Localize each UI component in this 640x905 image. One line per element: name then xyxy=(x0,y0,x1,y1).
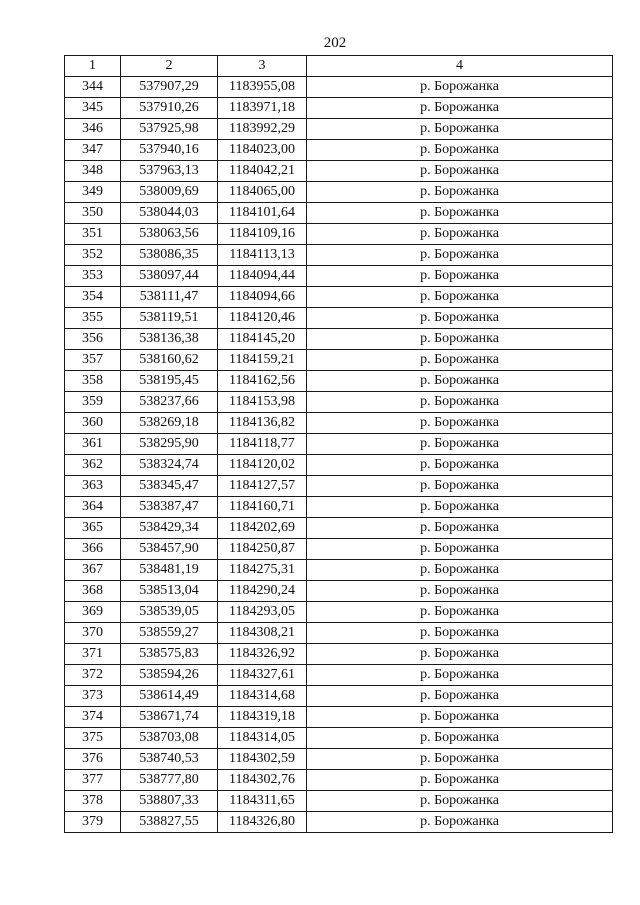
table-row xyxy=(65,224,613,245)
coordinate-y-cell: 1184160,71 xyxy=(218,497,307,518)
point-number-cell: 347 xyxy=(65,140,121,161)
coordinate-y-cell: 1184094,66 xyxy=(218,287,307,308)
object-name-cell: р. Борожанка xyxy=(307,77,613,98)
object-name-cell: р. Борожанка xyxy=(307,707,613,728)
coordinate-y-cell: 1184136,82 xyxy=(218,413,307,434)
coordinate-x-cell: 538324,74 xyxy=(121,455,218,476)
coordinate-y-cell: 1183971,18 xyxy=(218,98,307,119)
header-col-3: 3 xyxy=(218,56,307,77)
point-number-cell: 361 xyxy=(65,434,121,455)
point-number-cell: 357 xyxy=(65,350,121,371)
object-name-cell: р. Борожанка xyxy=(307,560,613,581)
point-number-cell: 354 xyxy=(65,287,121,308)
point-number-cell: 350 xyxy=(65,203,121,224)
table-row xyxy=(65,665,613,686)
coordinate-x-cell: 538160,62 xyxy=(121,350,218,371)
table-row xyxy=(65,497,613,518)
object-name-cell: р. Борожанка xyxy=(307,791,613,812)
coordinate-x-cell: 538429,34 xyxy=(121,518,218,539)
table-row xyxy=(65,476,613,497)
coordinates-table xyxy=(64,55,613,833)
coordinate-y-cell: 1184326,92 xyxy=(218,644,307,665)
point-number-cell: 367 xyxy=(65,560,121,581)
coordinate-x-cell: 538777,80 xyxy=(121,770,218,791)
table-row xyxy=(65,413,613,434)
table-row xyxy=(65,728,613,749)
object-name-cell: р. Борожанка xyxy=(307,665,613,686)
table-row xyxy=(65,623,613,644)
object-name-cell: р. Борожанка xyxy=(307,749,613,770)
table-row xyxy=(65,560,613,581)
header-col-2: 2 xyxy=(121,56,218,77)
object-name-cell: р. Борожанка xyxy=(307,329,613,350)
object-name-cell: р. Борожанка xyxy=(307,581,613,602)
coordinate-x-cell: 538136,38 xyxy=(121,329,218,350)
coordinate-y-cell: 1184314,68 xyxy=(218,686,307,707)
table-row xyxy=(65,602,613,623)
table-row xyxy=(65,182,613,203)
coordinate-x-cell: 537910,26 xyxy=(121,98,218,119)
coordinate-x-cell: 538539,05 xyxy=(121,602,218,623)
object-name-cell: р. Борожанка xyxy=(307,350,613,371)
table-row xyxy=(65,581,613,602)
point-number-cell: 362 xyxy=(65,455,121,476)
point-number-cell: 378 xyxy=(65,791,121,812)
object-name-cell: р. Борожанка xyxy=(307,140,613,161)
table-row xyxy=(65,770,613,791)
table-row xyxy=(65,707,613,728)
point-number-cell: 345 xyxy=(65,98,121,119)
coordinate-y-cell: 1184302,76 xyxy=(218,770,307,791)
object-name-cell: р. Борожанка xyxy=(307,623,613,644)
table-row xyxy=(65,77,613,98)
object-name-cell: р. Борожанка xyxy=(307,203,613,224)
point-number-cell: 377 xyxy=(65,770,121,791)
table-row xyxy=(65,203,613,224)
object-name-cell: р. Борожанка xyxy=(307,728,613,749)
coordinate-x-cell: 538044,03 xyxy=(121,203,218,224)
object-name-cell: р. Борожанка xyxy=(307,392,613,413)
coordinate-x-cell: 538703,08 xyxy=(121,728,218,749)
point-number-cell: 348 xyxy=(65,161,121,182)
coordinate-y-cell: 1184293,05 xyxy=(218,602,307,623)
point-number-cell: 372 xyxy=(65,665,121,686)
object-name-cell: р. Борожанка xyxy=(307,497,613,518)
coordinate-y-cell: 1184314,05 xyxy=(218,728,307,749)
coordinate-x-cell: 538345,47 xyxy=(121,476,218,497)
object-name-cell: р. Борожанка xyxy=(307,98,613,119)
coordinate-x-cell: 538086,35 xyxy=(121,245,218,266)
coordinate-y-cell: 1184109,16 xyxy=(218,224,307,245)
object-name-cell: р. Борожанка xyxy=(307,119,613,140)
object-name-cell: р. Борожанка xyxy=(307,455,613,476)
point-number-cell: 351 xyxy=(65,224,121,245)
coordinate-x-cell: 538807,33 xyxy=(121,791,218,812)
point-number-cell: 371 xyxy=(65,644,121,665)
table-row xyxy=(65,98,613,119)
table-row xyxy=(65,140,613,161)
coordinate-x-cell: 538575,83 xyxy=(121,644,218,665)
object-name-cell: р. Борожанка xyxy=(307,308,613,329)
coordinate-x-cell: 538457,90 xyxy=(121,539,218,560)
table-row xyxy=(65,392,613,413)
coordinate-y-cell: 1184042,21 xyxy=(218,161,307,182)
point-number-cell: 369 xyxy=(65,602,121,623)
coordinate-x-cell: 538111,47 xyxy=(121,287,218,308)
table-row xyxy=(65,371,613,392)
coordinate-x-cell: 538195,45 xyxy=(121,371,218,392)
coordinate-y-cell: 1184202,69 xyxy=(218,518,307,539)
coordinate-y-cell: 1184162,56 xyxy=(218,371,307,392)
coordinate-x-cell: 538594,26 xyxy=(121,665,218,686)
coordinate-y-cell: 1184311,65 xyxy=(218,791,307,812)
table-row xyxy=(65,791,613,812)
coordinate-x-cell: 538387,47 xyxy=(121,497,218,518)
coordinate-y-cell: 1184326,80 xyxy=(218,812,307,833)
coordinate-y-cell: 1184120,02 xyxy=(218,455,307,476)
point-number-cell: 360 xyxy=(65,413,121,434)
point-number-cell: 370 xyxy=(65,623,121,644)
coordinate-y-cell: 1184127,57 xyxy=(218,476,307,497)
table-row xyxy=(65,308,613,329)
coordinate-y-cell: 1184153,98 xyxy=(218,392,307,413)
page-number: 202 xyxy=(323,35,347,51)
point-number-cell: 352 xyxy=(65,245,121,266)
table-row xyxy=(65,455,613,476)
coordinate-x-cell: 537907,29 xyxy=(121,77,218,98)
table-row xyxy=(65,749,613,770)
point-number-cell: 359 xyxy=(65,392,121,413)
coordinate-x-cell: 538119,51 xyxy=(121,308,218,329)
table-row xyxy=(65,287,613,308)
coordinate-y-cell: 1184290,24 xyxy=(218,581,307,602)
object-name-cell: р. Борожанка xyxy=(307,686,613,707)
coordinate-y-cell: 1184327,61 xyxy=(218,665,307,686)
table-row xyxy=(65,350,613,371)
header-col-4: 4 xyxy=(307,56,613,77)
object-name-cell: р. Борожанка xyxy=(307,371,613,392)
point-number-cell: 364 xyxy=(65,497,121,518)
object-name-cell: р. Борожанка xyxy=(307,644,613,665)
coordinate-y-cell: 1184145,20 xyxy=(218,329,307,350)
object-name-cell: р. Борожанка xyxy=(307,539,613,560)
object-name-cell: р. Борожанка xyxy=(307,476,613,497)
point-number-cell: 344 xyxy=(65,77,121,98)
point-number-cell: 346 xyxy=(65,119,121,140)
coordinate-x-cell: 538237,66 xyxy=(121,392,218,413)
table-row xyxy=(65,644,613,665)
coordinate-x-cell: 538671,74 xyxy=(121,707,218,728)
coordinate-x-cell: 538097,44 xyxy=(121,266,218,287)
table-header-row xyxy=(65,56,613,77)
table-row xyxy=(65,266,613,287)
table-row xyxy=(65,434,613,455)
point-number-cell: 368 xyxy=(65,581,121,602)
point-number-cell: 373 xyxy=(65,686,121,707)
coordinate-x-cell: 538009,69 xyxy=(121,182,218,203)
table-row xyxy=(65,161,613,182)
point-number-cell: 374 xyxy=(65,707,121,728)
coordinate-y-cell: 1184308,21 xyxy=(218,623,307,644)
header-col-1: 1 xyxy=(65,56,121,77)
coordinate-x-cell: 537925,98 xyxy=(121,119,218,140)
object-name-cell: р. Борожанка xyxy=(307,434,613,455)
coordinate-y-cell: 1184120,46 xyxy=(218,308,307,329)
coordinate-y-cell: 1184319,18 xyxy=(218,707,307,728)
table-row xyxy=(65,245,613,266)
object-name-cell: р. Борожанка xyxy=(307,266,613,287)
coordinate-y-cell: 1184023,00 xyxy=(218,140,307,161)
table-body xyxy=(65,77,613,833)
point-number-cell: 356 xyxy=(65,329,121,350)
coordinate-x-cell: 538827,55 xyxy=(121,812,218,833)
coordinate-x-cell: 538269,18 xyxy=(121,413,218,434)
coordinate-x-cell: 538559,27 xyxy=(121,623,218,644)
coordinate-x-cell: 538513,04 xyxy=(121,581,218,602)
point-number-cell: 353 xyxy=(65,266,121,287)
object-name-cell: р. Борожанка xyxy=(307,287,613,308)
table-row xyxy=(65,329,613,350)
coordinate-y-cell: 1184159,21 xyxy=(218,350,307,371)
table-row xyxy=(65,812,613,833)
coordinate-y-cell: 1184275,31 xyxy=(218,560,307,581)
coordinate-x-cell: 538614,49 xyxy=(121,686,218,707)
point-number-cell: 366 xyxy=(65,539,121,560)
object-name-cell: р. Борожанка xyxy=(307,224,613,245)
object-name-cell: р. Борожанка xyxy=(307,245,613,266)
coordinate-x-cell: 538740,53 xyxy=(121,749,218,770)
object-name-cell: р. Борожанка xyxy=(307,413,613,434)
point-number-cell: 355 xyxy=(65,308,121,329)
point-number-cell: 375 xyxy=(65,728,121,749)
coordinate-y-cell: 1184250,87 xyxy=(218,539,307,560)
table-row xyxy=(65,686,613,707)
object-name-cell: р. Борожанка xyxy=(307,182,613,203)
object-name-cell: р. Борожанка xyxy=(307,518,613,539)
point-number-cell: 363 xyxy=(65,476,121,497)
object-name-cell: р. Борожанка xyxy=(307,770,613,791)
object-name-cell: р. Борожанка xyxy=(307,602,613,623)
coordinate-x-cell: 537940,16 xyxy=(121,140,218,161)
coordinate-y-cell: 1184302,59 xyxy=(218,749,307,770)
coordinate-y-cell: 1183955,08 xyxy=(218,77,307,98)
point-number-cell: 379 xyxy=(65,812,121,833)
coordinate-x-cell: 538063,56 xyxy=(121,224,218,245)
coordinate-y-cell: 1184101,64 xyxy=(218,203,307,224)
coordinate-y-cell: 1184113,13 xyxy=(218,245,307,266)
coordinate-x-cell: 538481,19 xyxy=(121,560,218,581)
object-name-cell: р. Борожанка xyxy=(307,161,613,182)
table-row xyxy=(65,518,613,539)
coordinate-x-cell: 537963,13 xyxy=(121,161,218,182)
point-number-cell: 376 xyxy=(65,749,121,770)
coordinate-y-cell: 1184065,00 xyxy=(218,182,307,203)
table-row xyxy=(65,119,613,140)
coordinate-y-cell: 1184118,77 xyxy=(218,434,307,455)
point-number-cell: 358 xyxy=(65,371,121,392)
point-number-cell: 365 xyxy=(65,518,121,539)
coordinate-x-cell: 538295,90 xyxy=(121,434,218,455)
coordinate-y-cell: 1184094,44 xyxy=(218,266,307,287)
object-name-cell: р. Борожанка xyxy=(307,812,613,833)
point-number-cell: 349 xyxy=(65,182,121,203)
table-row xyxy=(65,539,613,560)
coordinate-y-cell: 1183992,29 xyxy=(218,119,307,140)
